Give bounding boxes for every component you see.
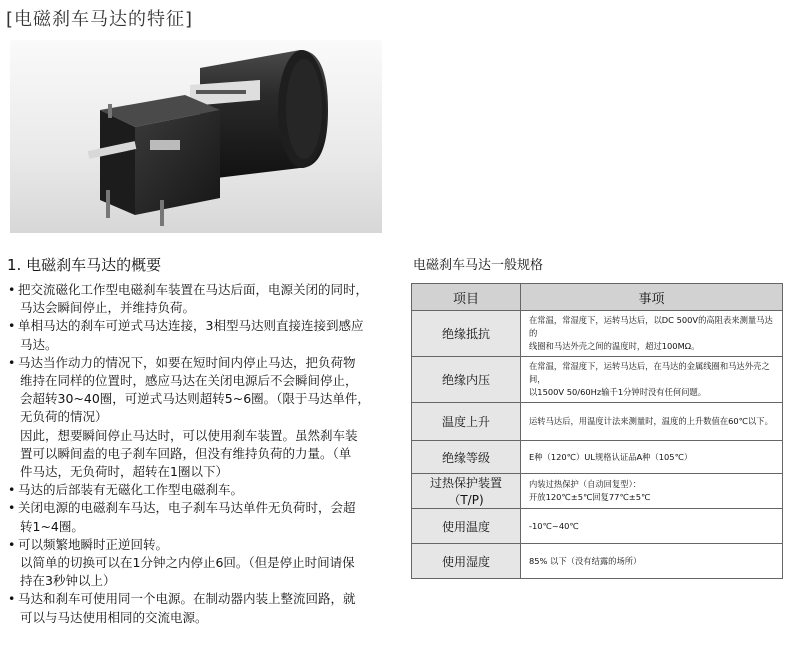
spec-header-row — [412, 284, 783, 311]
table-row — [412, 403, 783, 441]
overview-line: 可以与马达使用相同的交流电源。 — [20, 609, 208, 625]
table-row — [412, 509, 783, 544]
overview-heading: 1. 电磁刹车马达的概要 — [7, 256, 162, 274]
spec-item: 过热保护装置（T/P) — [412, 474, 521, 509]
overview-line: 马达。 — [20, 336, 58, 352]
overview-line: • 马达和刹车可使用同一个电源。在制动器内装上整流回路，就 — [8, 590, 398, 608]
spec-desc-line: 线圈和马达外壳之间的温度时，超过100MΩ。 — [529, 341, 700, 351]
spec-header-item: 项目 — [412, 284, 521, 311]
overview-line: • 单相马达的刹车可逆式马达连接，3相型马达则直接连接到感应 — [8, 317, 398, 335]
spec-item: 绝缘等级 — [412, 441, 521, 474]
spec-item: 绝缘内压 — [412, 357, 521, 403]
spec-desc — [521, 311, 783, 357]
spec-desc-line: 内装过热保护（自动回复型）： — [529, 479, 642, 489]
spec-desc — [521, 544, 783, 579]
overview-line: 维持在同样的位置时，感应马达在关闭电源后不会瞬间停止， — [20, 373, 358, 389]
table-row — [412, 357, 783, 403]
overview-list — [8, 281, 398, 627]
spec-desc-line: E种（120℃）UL规格认证品A种（105℃） — [529, 451, 693, 462]
spec-desc — [521, 441, 783, 474]
spec-header-desc: 事项 — [521, 284, 783, 311]
overview-line: • 马达的后部装有无磁化工作型电磁刹车。 — [8, 481, 398, 499]
table-row — [412, 474, 783, 509]
spec-item: 绝缘抵抗 — [412, 311, 521, 357]
spec-desc-line: 85% 以下（没有结露的场所） — [529, 555, 642, 566]
spec-desc — [521, 509, 783, 544]
page-title: [电磁刹车马达的特征] — [6, 9, 194, 30]
overview-line: • 把交流磁化工作型电磁刹车装置在马达后面，电源关闭的同时， — [8, 281, 398, 299]
spec-desc-line: 在常温，常湿度下，运转马达后，以DC 500V的高阻表来测量马达的 — [529, 315, 773, 338]
motor-photo — [10, 40, 382, 233]
spec-desc — [521, 403, 783, 441]
spec-desc-line: 开放120℃±5℃回复77℃±5℃ — [529, 492, 651, 502]
spec-item: 使用湿度 — [412, 544, 521, 579]
overview-line: 持在3秒钟以上） — [20, 573, 116, 589]
overview-line: 因此，想要瞬间停止马达时，可以使用刹车装置。虽然刹车装 — [20, 427, 358, 443]
overview-line: • 马达当作动力的情况下，如要在短时间内停止马达，把负荷物 — [8, 354, 398, 372]
spec-desc — [521, 474, 783, 509]
spec-title: 电磁刹车马达一般规格 — [413, 258, 544, 273]
spec-item: 使用温度 — [412, 509, 521, 544]
spec-item: 温度上升 — [412, 403, 521, 441]
spec-desc-line: 以1500V 50/60Hz输千1分钟时没有任何问题。 — [529, 387, 707, 397]
overview-line: 件马达，无负荷时，超转在1圈以下） — [20, 464, 228, 480]
overview-line: 置可以瞬间盍的电子刹车回路，但没有维持负荷的力量。（单 — [20, 445, 352, 461]
overview-line: 以简单的切换可以在1分钟之内停止6回。（但是停止时间请保 — [20, 555, 355, 571]
overview-line: 转1~4圈。 — [20, 518, 84, 534]
spec-desc-line: 在常温，常湿度下，运转马达后，在马达的金属线圈和马达外壳之间， — [529, 361, 770, 384]
spec-desc-line: 运转马达后，用温度计法来测量时，温度的上升数值在60℃以下。 — [529, 416, 773, 426]
overview-line: • 关闭电源的电磁刹车马达，电子刹车马达单件无负荷时，会超 — [8, 499, 398, 517]
overview-line: 马达会瞬间停止，并维持负荷。 — [20, 300, 196, 316]
spec-table — [411, 283, 783, 579]
spec-desc — [521, 357, 783, 403]
overview-line: 无负荷的情况） — [20, 409, 108, 425]
table-row — [412, 544, 783, 579]
overview-line: • 可以频繁地瞬时正逆回转。 — [8, 536, 398, 554]
table-row — [412, 441, 783, 474]
overview-line: 会超转30~40圈，可逆式马达则超转5~6圈。（限于马达单件， — [20, 391, 370, 407]
table-row — [412, 311, 783, 357]
spec-desc-line: -10℃~40℃ — [529, 520, 579, 531]
